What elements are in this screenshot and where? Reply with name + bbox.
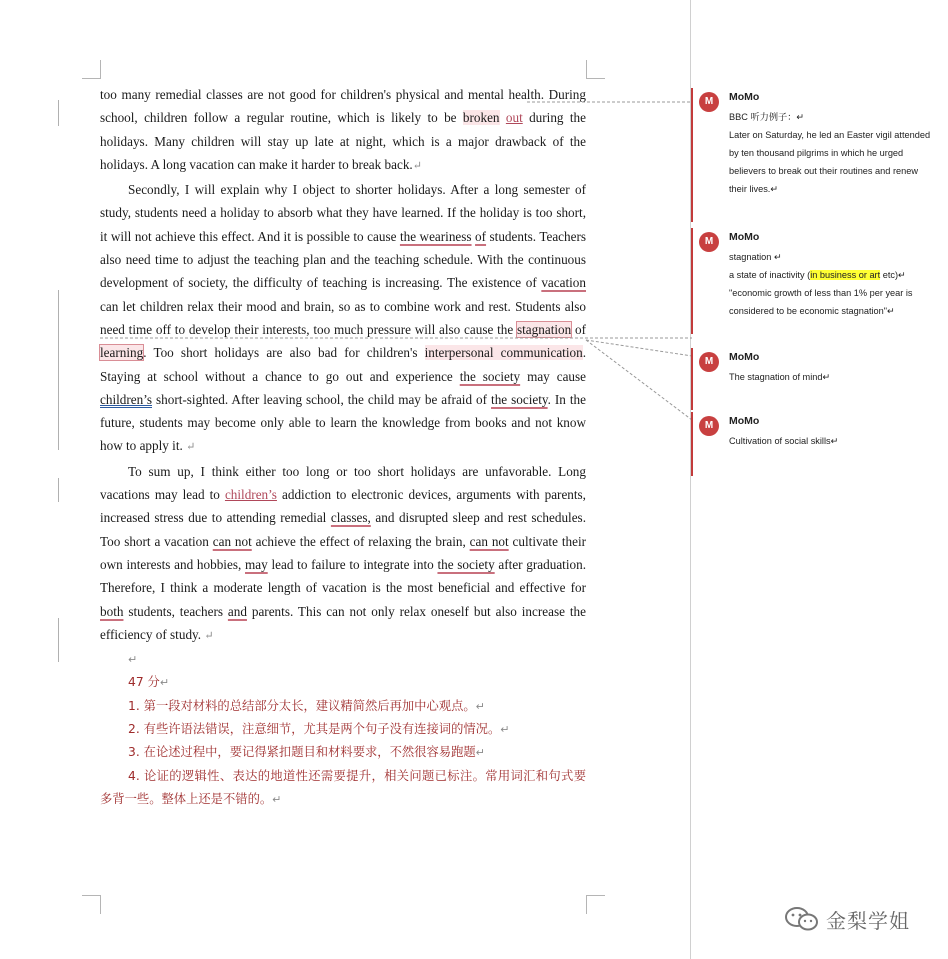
comment-line: BBC 听力例子：↵ <box>729 112 805 122</box>
comment-anchor: stagnation <box>517 321 572 337</box>
marked-error: the weariness <box>399 228 472 244</box>
tracked-change: children’s <box>224 487 277 503</box>
crop-mark-top-right <box>586 60 605 79</box>
comment-accent-bar <box>691 412 693 476</box>
text-run: parents. This can not only relax oneself but also increase the efficiency of study. <box>100 603 586 642</box>
comment-line: a state of inactivity (in business or art etc)↵ <box>729 270 906 280</box>
comment-accent-bar <box>691 228 693 334</box>
feedback-line <box>100 718 586 741</box>
marked-error: both <box>100 603 124 619</box>
text-run: and disrupted sleep and rest schedules. Too short a vacation <box>100 510 586 549</box>
marked-error: the society <box>459 368 521 384</box>
comment-anchor: broken <box>462 110 500 126</box>
crop-mark-bottom-right <box>586 895 605 914</box>
text-run: 3. 在论述过程中，要记得紧扣题目和材料要求，不然很容易跑题 <box>128 745 476 760</box>
paragraph-mark: ↵ <box>500 723 510 737</box>
text-run: . Staying at school without a chance to go out and experience <box>100 345 586 384</box>
change-bar <box>58 478 59 502</box>
comment-card[interactable] <box>691 228 948 334</box>
text-run: too many remedial classes are not good for children's physical and mental health. During school, children follow a regular routine, which is likely to be <box>100 87 586 126</box>
change-bar <box>58 100 59 126</box>
text-run: cultivate their own interests and hobbies, <box>100 533 586 572</box>
comment-line: The stagnation of mind↵ <box>729 372 831 382</box>
paragraph-mark: ↵ <box>272 792 282 806</box>
text-run: Secondly, I will explain why I object to shorter holidays. After a long semester of study, students need a holiday to absorb what they have learned. If the holiday is too short, it will not achieve this effect. And it is possible to cause <box>100 182 586 244</box>
comment-author: MoMo <box>729 91 760 103</box>
paragraph-mark: ↵ <box>186 441 196 454</box>
comment-card[interactable] <box>691 88 948 222</box>
text-run: after graduation. Therefore, I think a moderate length of vacation is the most beneficial and effective for <box>100 556 586 596</box>
text-run: . In the future, students may become only able to learn the knowledge from books and not know how to apply it. <box>100 391 586 454</box>
comment-line: believers to break out their routines and renew <box>729 166 918 176</box>
comment-anchor: learning <box>100 345 144 361</box>
crop-mark-top-left <box>82 60 101 79</box>
text-run: . Too short holidays are also bad for children's <box>143 345 425 361</box>
change-bar <box>58 618 59 662</box>
text-run: students. Teachers also need time to adjust the teaching plan and the teaching schedule. With the continuous development of society, the difficulty of teaching is increasing. The existence of <box>100 228 586 291</box>
marked-error: the society <box>437 556 495 572</box>
marked-error: can not <box>469 533 509 549</box>
comment-card[interactable] <box>691 412 948 476</box>
comment-line: "economic growth of less than 1% per year is <box>729 288 913 298</box>
document-body[interactable] <box>100 83 586 811</box>
avatar: M <box>699 232 719 252</box>
feedback-line <box>100 671 586 694</box>
paragraph-mark: ↵ <box>159 676 170 690</box>
text-run: students, teachers <box>123 603 228 619</box>
comment-body <box>729 248 945 320</box>
comment-line: Later on Saturday, he led an Easter vigil attended <box>729 130 931 140</box>
essay-paragraph <box>100 83 586 178</box>
crop-mark-bottom-left <box>82 895 101 914</box>
text-run: To sum up, I think either too long or too short holidays are unfavorable. Long vacations may lead to <box>100 463 586 503</box>
text-run: 2. 有些许语法错误，注意细节，尤其是两个句子没有连接词的情况。 <box>128 722 501 737</box>
comment-body <box>729 368 945 386</box>
paragraph-mark: ↵ <box>475 699 485 713</box>
text-run: 4. 论证的逻辑性、表达的地道性还需要提升，相关问题已标注。常用词汇和句式要多背一些。整体上还是不错的。 <box>100 768 586 806</box>
wechat-icon <box>784 906 820 932</box>
text-run: addiction to electronic devices, arguments with parents, increased stress due to attending remedial <box>100 487 586 526</box>
essay-paragraph <box>100 460 586 648</box>
comment-accent-bar <box>691 348 693 410</box>
comment-body <box>729 432 945 450</box>
comment-author: MoMo <box>729 351 760 363</box>
text-run: achieve the effect of relaxing the brain, <box>251 533 470 549</box>
comment-line: by ten thousand pilgrims in which he urged <box>729 148 904 158</box>
marked-error: the society <box>491 391 548 407</box>
marked-error: classes, <box>330 510 371 526</box>
text-run: may cause <box>520 368 587 384</box>
paragraph-mark: ↵ <box>412 159 422 172</box>
feedback-line <box>100 695 586 718</box>
text-run: during the holidays. Many children will stay up late at night, which is a major drawback of the holidays. A long vacation can make it harder to break back. <box>100 110 586 172</box>
avatar: M <box>699 352 719 372</box>
comment-body <box>729 108 945 198</box>
text-run: lead to failure to integrate into <box>267 556 438 572</box>
paragraph-mark: ↵ <box>475 746 485 760</box>
marked-error: vacation <box>541 275 586 291</box>
comment-line: considered to be economic stagnation"↵ <box>729 306 895 316</box>
feedback-line <box>100 741 586 764</box>
marked-error: may <box>245 556 268 572</box>
paragraph-mark: ↵ <box>204 629 214 642</box>
change-bar <box>58 290 59 450</box>
text-run: 47 分 <box>128 675 160 690</box>
paragraph-mark: ↵ <box>128 653 138 667</box>
text-run: short-sighted. After leaving school, the child may be afraid of <box>152 391 492 407</box>
comment-card[interactable] <box>691 348 948 410</box>
avatar: M <box>699 416 719 436</box>
essay-paragraph <box>100 178 586 460</box>
tracked-change: out <box>505 110 523 126</box>
marked-error: of <box>475 228 487 244</box>
feedback-line <box>100 765 586 812</box>
comment-line: Cultivation of social skills↵ <box>729 436 839 446</box>
highlighted-text: in business or art <box>810 270 881 280</box>
text-run: 1. 第一段对材料的总结部分太长，建议精简然后再加中心观点。 <box>128 698 476 713</box>
comment-author: MoMo <box>729 231 760 243</box>
comment-accent-bar <box>691 88 693 222</box>
comment-author: MoMo <box>729 415 760 427</box>
text-run: can let children relax their mood and brain, so as to combine work and rest. Students also need time off to develop their interests, too much pressure will also cause the <box>100 298 586 337</box>
comment-line: stagnation ↵ <box>729 252 782 262</box>
avatar: M <box>699 92 719 112</box>
text-run: of <box>571 321 586 337</box>
marked-error: and <box>227 603 247 619</box>
feedback-line <box>100 648 586 671</box>
marked-error: children’s <box>100 391 153 407</box>
marked-error: can not <box>212 533 252 549</box>
comment-anchor: interpersonal communication <box>424 345 583 361</box>
comment-line: their lives.↵ <box>729 184 779 194</box>
watermark <box>778 900 948 936</box>
watermark-text: 金梨学姐 <box>826 909 910 933</box>
